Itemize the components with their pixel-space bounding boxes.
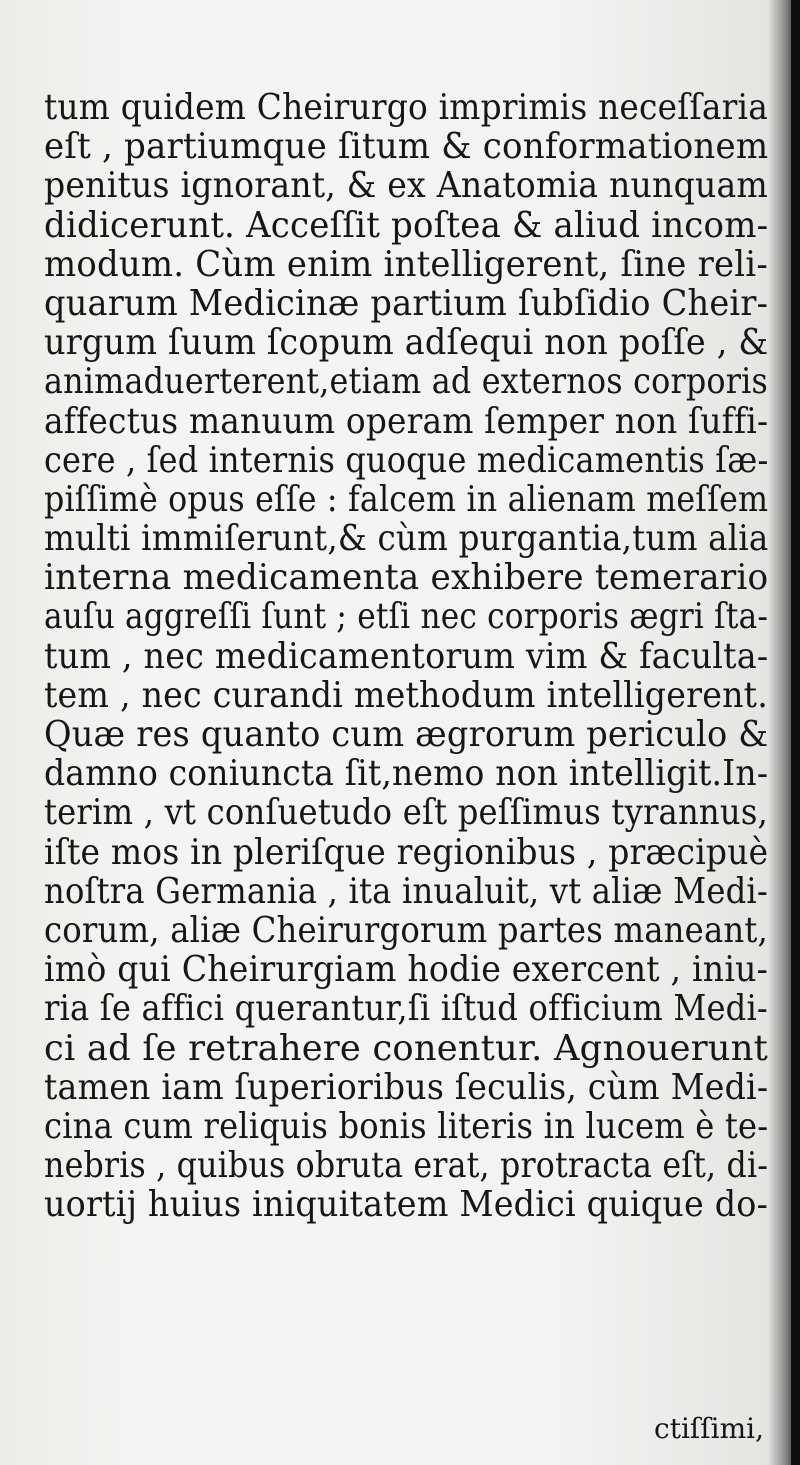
body-text bbox=[44, 88, 768, 1224]
text-line: eſt , partiumque ſitum & conformationem bbox=[44, 126, 769, 168]
text-line: multi immiſerunt,& cùm purgantia,tum alia bbox=[44, 518, 769, 560]
text-line: nebris , quibus obruta erat, protracta eſt, di- bbox=[44, 1145, 769, 1187]
text-line: corum, aliæ Cheirurgorum partes maneant, bbox=[44, 909, 768, 951]
text-line: animaduerterent,etiam ad externos corporis bbox=[44, 361, 768, 403]
text-line: cina cum reliquis bonis literis in lucem è te- bbox=[44, 1105, 769, 1147]
text-line: tum , nec medicamentorum vim & faculta- bbox=[44, 635, 769, 677]
text-line: uortij huius iniquitatem Medici quique do- bbox=[44, 1184, 769, 1226]
text-line: cere , ſed internis quoque medicamentis ſæ- bbox=[44, 439, 769, 481]
text-line: affectus manuum operam ſemper non ſuffi- bbox=[44, 400, 769, 442]
text-line: didicerunt. Acceſſit poſtea & aliud incom- bbox=[44, 204, 769, 246]
text-line: noſtra Germania , ita inualuit, vt aliæ Medi- bbox=[44, 870, 768, 912]
text-line: imò qui Cheirurgiam hodie exercent , iniu- bbox=[44, 949, 769, 991]
book-spine-edge bbox=[791, 0, 800, 1465]
text-line: urgum ſuum ſcopum adſequi non poſſe , & bbox=[44, 322, 769, 364]
text-line: piſſimè opus eſſe : falcem in alienam meſſem bbox=[44, 478, 769, 520]
text-line: Quæ res quanto cum ægrorum periculo & bbox=[44, 714, 769, 755]
text-line: damno coniuncta ſit,nemo non intelligit.In- bbox=[44, 753, 769, 795]
text-line: terim , vt conſuetudo eſt peſſimus tyrannus, bbox=[44, 792, 768, 834]
text-line: ria ſe affici querantur,ſi iſtud officium Medi- bbox=[44, 988, 768, 1030]
text-line: penitus ignorant, & ex Anatomia nunquam bbox=[44, 165, 769, 207]
text-line: tamen iam ſuperioribus ſeculis, cùm Medi- bbox=[44, 1066, 769, 1108]
text-line: modum. Cùm enim intelligerent, ſine reli- bbox=[44, 243, 768, 285]
text-line: ci ad ſe retrahere conentur. Agnouerunt bbox=[44, 1027, 768, 1069]
text-line: tem , nec curandi methodum intelligerent. bbox=[44, 674, 768, 716]
text-line: auſu aggreſſi ſunt ; etſi nec corporis ægri ſta- bbox=[44, 596, 769, 638]
text-line: interna medicamenta exhibere temerario bbox=[44, 557, 769, 599]
text-line: quarum Medicinæ partium ſubſidio Cheir- bbox=[44, 282, 769, 324]
text-line: iſte mos in pleriſque regionibus , præcipuè bbox=[44, 831, 769, 873]
catchword: ctiſſimi, bbox=[654, 1412, 764, 1445]
text-line: tum quidem Cheirurgo imprimis neceſſaria bbox=[44, 87, 768, 128]
